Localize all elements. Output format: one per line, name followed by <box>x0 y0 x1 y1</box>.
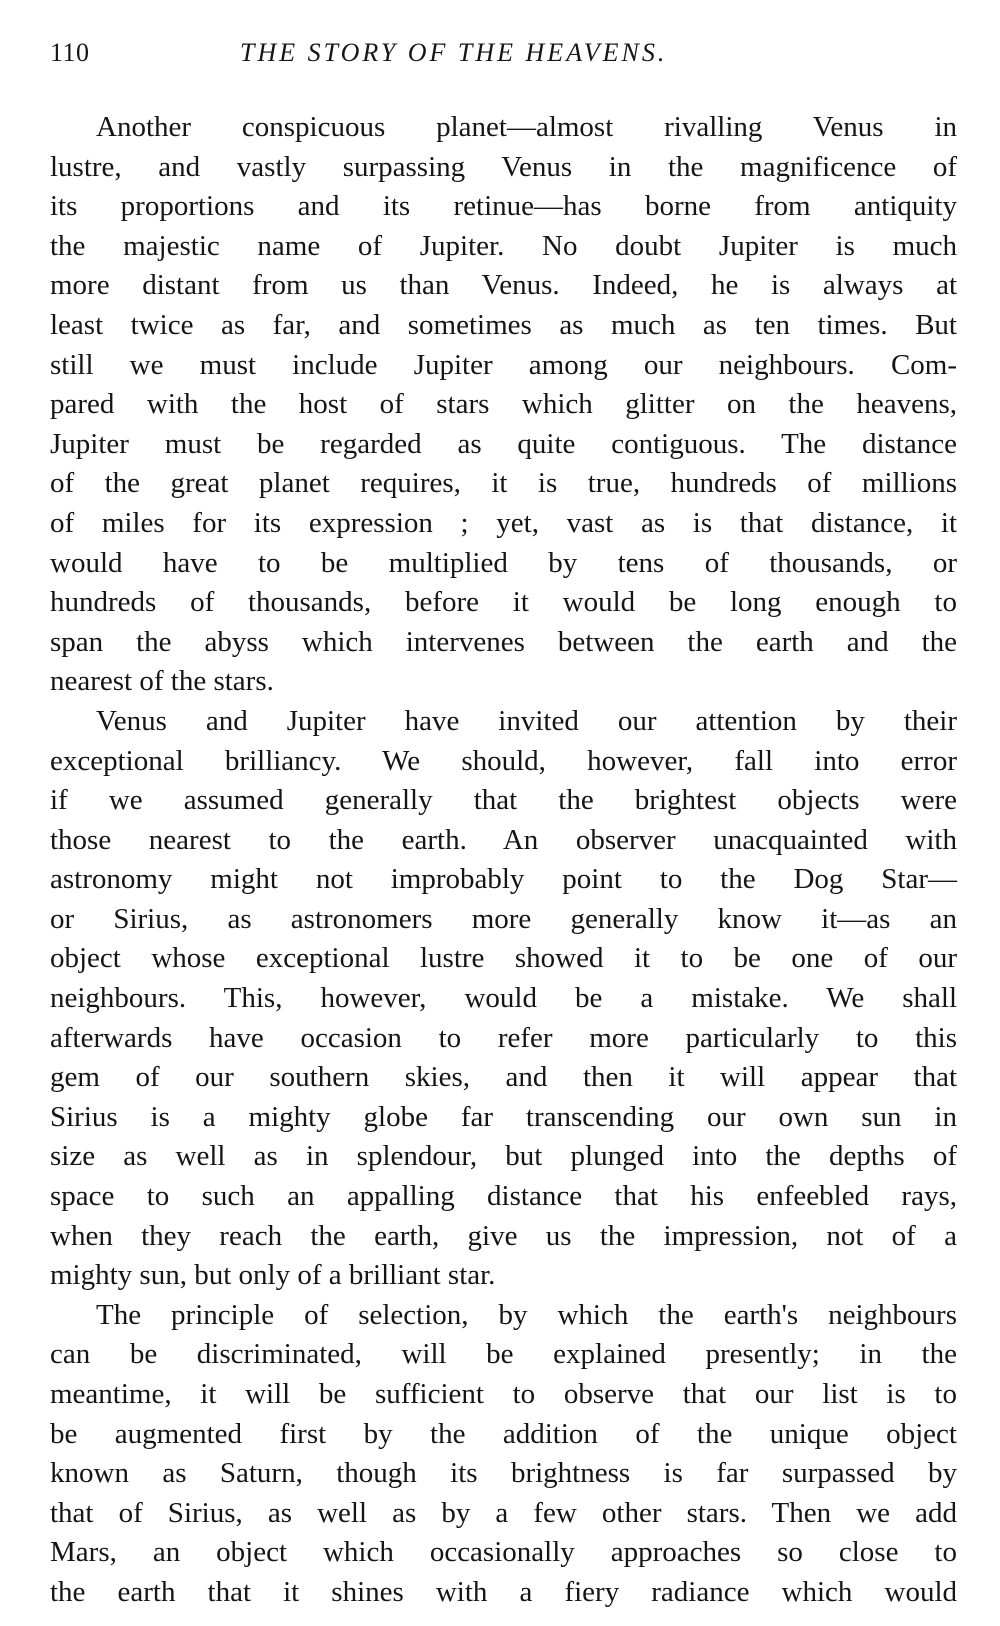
text-line: The principle of selection, by which the earth's neighbours <box>96 1298 957 1331</box>
text-line: that of Sirius, as well as by a few other stars. Then we add <box>50 1496 957 1529</box>
text-line: still we must include Jupiter among our neighbours. Com- <box>50 348 957 381</box>
text-line: Another conspicuous planet—almost rivalling Venus in <box>96 111 957 143</box>
running-title: THE STORY OF THE HEAVENS. <box>240 38 668 67</box>
text-line: Mars, an object which occasionally approaches so close to <box>50 1536 957 1569</box>
text-line: those nearest to the earth. An observer unacquainted with <box>50 823 957 856</box>
text-line: astronomy might not improbably point to the Dog Star— <box>50 863 957 896</box>
text-line: more distant from us than Venus. Indeed, he is always at <box>50 269 957 302</box>
paragraph <box>50 108 957 702</box>
text-line: Sirius is a mighty globe far transcending our own sun in <box>50 1100 957 1133</box>
text-line: can be discriminated, will be explained presently; in the <box>50 1338 957 1371</box>
text-line: its proportions and its retinue—has borne from antiquity <box>50 190 957 223</box>
text-line: space to such an appalling distance that his enfeebled rays, <box>50 1180 957 1213</box>
text-line: nearest of the stars. <box>50 665 274 698</box>
text-line: mighty sun, but only of a brilliant star. <box>50 1259 496 1292</box>
text-line: Jupiter must be regarded as quite contiguous. The distance <box>50 427 957 460</box>
text-line: of miles for its expression ; yet, vast as is that distance, it <box>50 506 957 539</box>
text-line: afterwards have occasion to refer more particularly to this <box>50 1021 957 1054</box>
text-line: known as Saturn, though its brightness is far surpassed by <box>50 1457 957 1490</box>
text-line: when they reach the earth, give us the impression, not of a <box>50 1219 957 1252</box>
text-line: or Sirius, as astronomers more generally know it—as an <box>50 902 957 935</box>
text-line: meantime, it will be sufficient to observe that our list is to <box>50 1378 957 1410</box>
text-line: neighbours. This, however, would be a mistake. We shall <box>50 982 957 1015</box>
text-line: be augmented first by the addition of the unique object <box>50 1417 957 1450</box>
paragraph <box>50 1296 957 1613</box>
text-line: lustre, and vastly surpassing Venus in the magnificence of <box>50 150 957 183</box>
text-line: if we assumed generally that the brightest objects were <box>50 784 957 817</box>
text-line: least twice as far, and sometimes as much as ten times. But <box>50 308 957 341</box>
body-text <box>50 108 957 1613</box>
text-line: hundreds of thousands, before it would be long enough to <box>50 586 957 619</box>
text-line: exceptional brilliancy. We should, however, fall into error <box>50 744 957 777</box>
text-line: gem of our southern skies, and then it will appear that <box>50 1061 957 1094</box>
text-line: of the great planet requires, it is true, hundreds of millions <box>50 467 957 500</box>
paragraph <box>50 702 957 1296</box>
text-line: object whose exceptional lustre showed it to be one of our <box>50 942 957 975</box>
text-line: pared with the host of stars which glitter on the heavens, <box>50 388 957 421</box>
text-line: the majestic name of Jupiter. No doubt Jupiter is much <box>50 229 957 262</box>
text-line: would have to be multiplied by tens of thousands, or <box>50 546 957 579</box>
text-line: span the abyss which intervenes between the earth and the <box>50 625 957 658</box>
text-line: size as well as in splendour, but plunged into the depths of <box>50 1140 957 1173</box>
page-number: 110 <box>50 38 90 67</box>
text-line: Venus and Jupiter have invited our attention by their <box>96 704 957 737</box>
text-line: the earth that it shines with a fiery radiance which would <box>50 1575 957 1608</box>
page-header <box>50 38 955 78</box>
